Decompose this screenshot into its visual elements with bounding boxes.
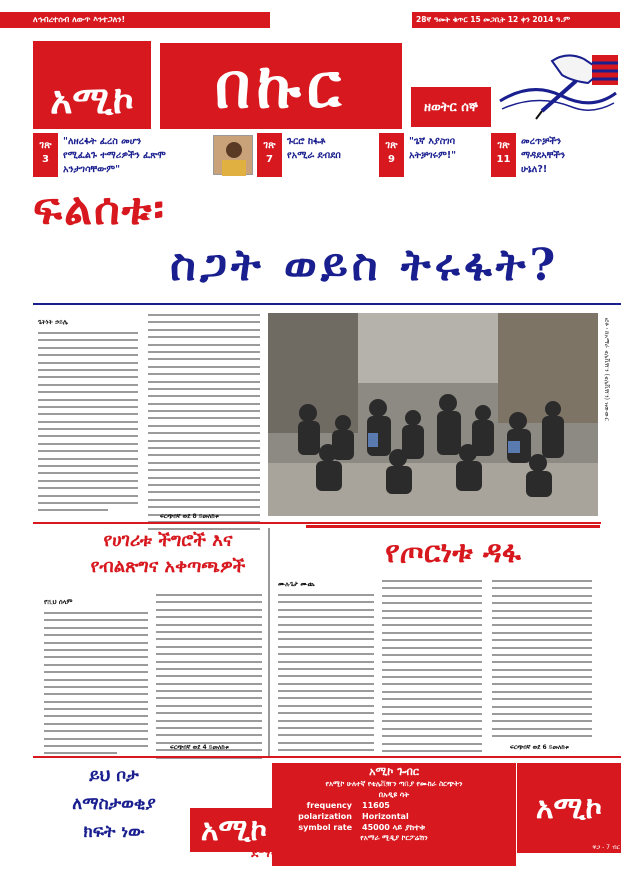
teaser-4[interactable] bbox=[491, 133, 621, 177]
teaser-page: ገጽ 7 bbox=[257, 133, 282, 177]
sat-row-frequency: frequency 11605 bbox=[306, 801, 390, 810]
article-byline: ጌትነት ኃይሌ bbox=[38, 318, 68, 326]
teaser-text: መረጥቻችን ማዳደኣቸችን ሁኔለ?! bbox=[521, 136, 566, 175]
teaser-text: "ለዘረፋት ፈረስ መሆን የሚፈልጉ ተማሪዎችን ፈጽሞ አንታገሳቸውም" bbox=[63, 136, 166, 175]
broadcast-sub-2: በአዲዩ ሳት bbox=[378, 790, 410, 799]
price-label: ዋጋ - 7 ብር bbox=[592, 844, 620, 851]
sat-row-polarization: polarization Horizontal bbox=[298, 812, 409, 821]
teaser-portrait bbox=[213, 135, 253, 175]
newspaper-title: በኩር bbox=[160, 43, 402, 129]
section-right-column-2 bbox=[382, 580, 482, 757]
section-left-line1: የሀገሪቱ ችግሮች እና bbox=[103, 530, 233, 551]
column-divider bbox=[268, 528, 270, 756]
ad-line-2: ለማስታወቂያ bbox=[72, 794, 156, 814]
sat-row-symbol-rate: symbol rate 45000 ላይ ያከተቱ bbox=[298, 823, 426, 832]
section-left-byline: የሺህ ሰላም bbox=[44, 598, 73, 606]
broadcast-footer: የአማራ ሚዲያ ኮርፖሬሽን bbox=[360, 834, 428, 842]
issue-info: 28ኛ ዓመት ቁጥር 15 መጋቢት 12 ቀን 2014 ዓ.ም bbox=[412, 12, 620, 28]
ad-line-1: ይህ ቦታ bbox=[89, 766, 139, 786]
bottom-divider bbox=[33, 756, 621, 758]
amiko-logo-right: አሚኮ bbox=[517, 763, 621, 853]
section-right-byline: ሙሉጌታ ሙጨ bbox=[278, 580, 315, 588]
teaser-page: ገጽ 9 bbox=[379, 133, 404, 177]
section-right-title: የጦርነቱ ዳፋ bbox=[306, 525, 600, 575]
teaser-page: ገጽ 11 bbox=[491, 133, 516, 177]
slogan-strip: ለኅብረተሰብ ለውጥ እንተጋለን! bbox=[0, 12, 270, 28]
continue-note: ፍርጭበኛ ወደ 6 ይመለከቱ bbox=[510, 744, 569, 751]
teaser-text: ጉርሮ ከፋቶ የአሚራ ደብደበ bbox=[287, 136, 341, 161]
section-left-column-1 bbox=[44, 612, 148, 760]
continue-note: ፍርጭበኛ ወደ 8 ይመለከቱ bbox=[160, 513, 219, 520]
teaser-3[interactable] bbox=[379, 133, 489, 177]
teaser-1[interactable] bbox=[33, 133, 255, 177]
publisher-logo: አሚኮ bbox=[33, 41, 151, 129]
broadcast-heading: አሚኮ ጉብር bbox=[369, 765, 419, 778]
teaser-2[interactable] bbox=[257, 133, 377, 177]
ad-line-3: ክፍት ነው bbox=[83, 822, 145, 842]
section-left-column-2 bbox=[156, 594, 262, 764]
teaser-strip bbox=[33, 133, 621, 177]
teaser-page: ገጽ 3 bbox=[33, 133, 58, 177]
section-right-column-1 bbox=[278, 594, 374, 757]
section-left-line2: የብልጽግና አቀጣጫዎች bbox=[90, 556, 246, 577]
broadcast-sub-1: የአሚኮ ሁለተኛ የቴሌቪዥን ጣቢያ የሙከራ ስርጭትን bbox=[325, 780, 463, 788]
top-bar bbox=[0, 0, 622, 40]
headline-sub: ስጋት ወይስ ትሩፋት? bbox=[170, 240, 560, 291]
migrants-photo bbox=[268, 313, 598, 516]
article-column-1 bbox=[38, 332, 138, 517]
footer-slogan: ደማቅ ታሪካችንን እናስቀጥላለን! bbox=[251, 846, 404, 861]
headline-divider bbox=[33, 303, 621, 305]
section-divider bbox=[33, 522, 601, 524]
headline-main: ፍልሰቱ፡ bbox=[33, 184, 166, 235]
continue-note: ፍርጭበኛ ወደ 4 ይመለከቱ bbox=[170, 744, 229, 751]
section-right-column-3 bbox=[492, 580, 592, 743]
teaser-text: "ጌኛ እያስገባ አትቻገሩም!" bbox=[409, 136, 457, 161]
article-column-2 bbox=[148, 314, 260, 536]
amiko-logo-left: አሚኮ bbox=[190, 808, 278, 852]
hand-with-pen-illustration bbox=[492, 41, 620, 129]
publication-frequency: ዘወትር ሰኞ bbox=[411, 87, 491, 127]
photo-credit: ፎቶ ፡ ከአማራ ቴሌቪዥን (ቴሌቪዥን) ዝውውር bbox=[603, 318, 610, 421]
section-left-title bbox=[33, 528, 303, 590]
